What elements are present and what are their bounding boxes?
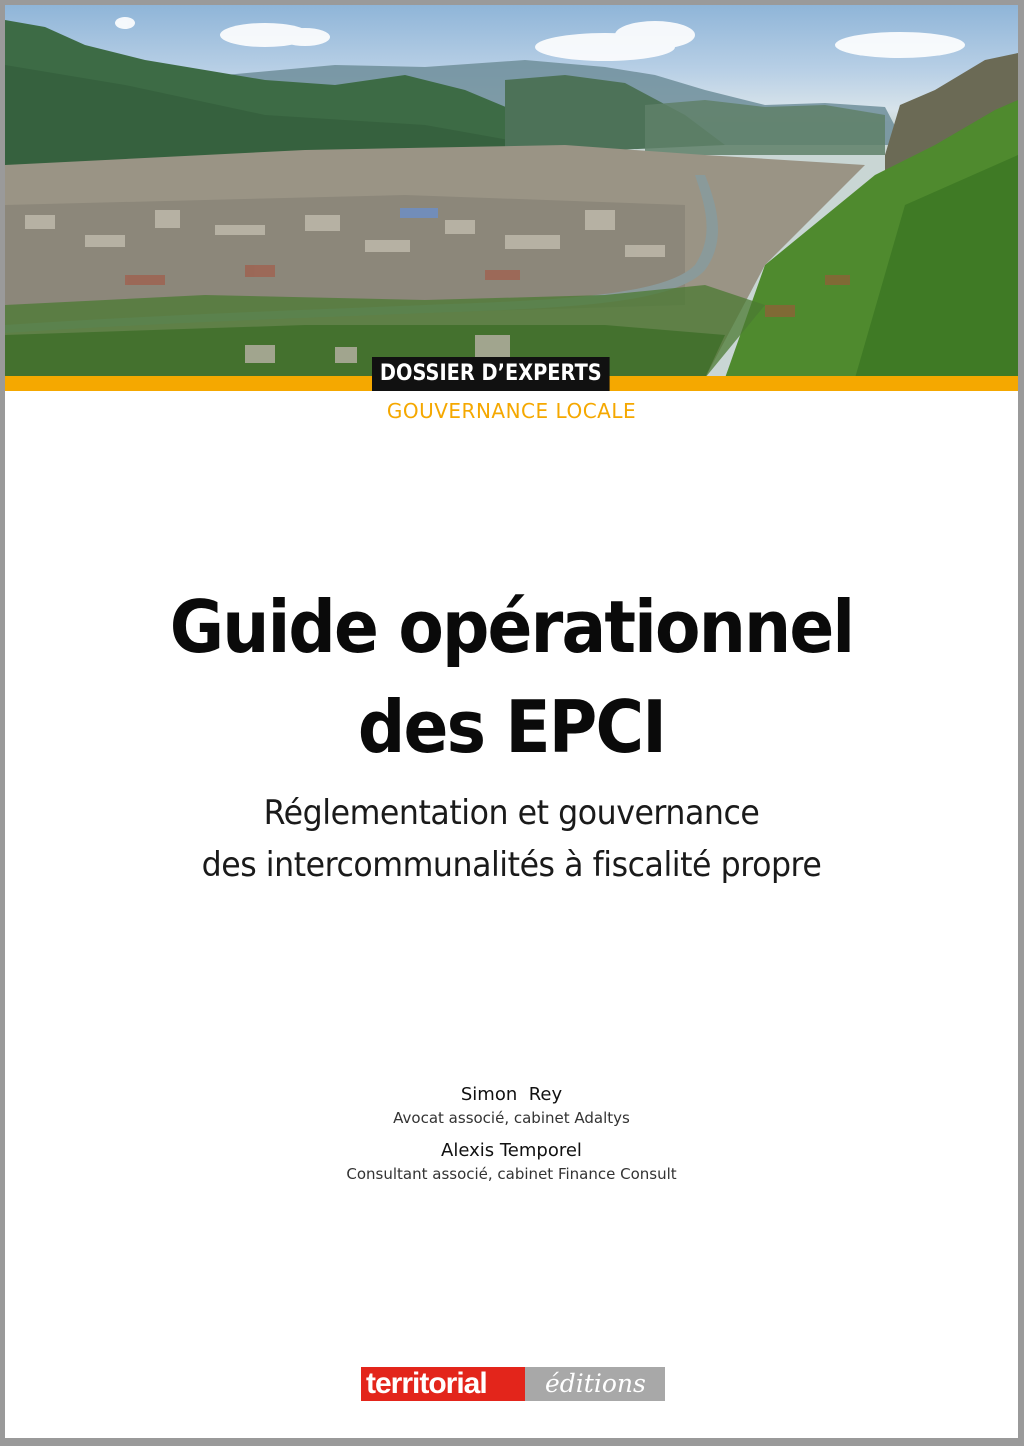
subtitle-line-2: des intercommunalités à fiscalité propre [201,845,822,885]
cover-photo [5,5,1018,378]
authors-block [5,1083,1018,1195]
book-subtitle [5,787,1018,891]
book-title [5,577,1018,777]
author-name: Simon Rey [460,1084,563,1105]
book-cover [5,5,1018,1438]
author-role: Consultant associé, cabinet Finance Consult [346,1165,677,1183]
publisher-brand: territorial [361,1367,525,1401]
title-line-2: des EPCI [357,685,666,769]
landscape-illustration [5,5,1018,378]
publisher-logo [361,1367,665,1401]
logo-slant-red [509,1367,525,1401]
publisher-imprint-text: éditions [545,1369,646,1398]
title-line-1: Guide opérationnel [169,585,854,669]
series-label: DOSSIER D’EXPERTS [372,357,610,391]
collection-label: GOUVERNANCE LOCALE [386,399,637,423]
author-role: Avocat associé, cabinet Adaltys [393,1109,630,1127]
publisher-imprint [525,1367,665,1401]
subtitle-line-1: Réglementation et gouvernance [263,793,760,833]
author-name: Alexis Temporel [441,1140,582,1161]
